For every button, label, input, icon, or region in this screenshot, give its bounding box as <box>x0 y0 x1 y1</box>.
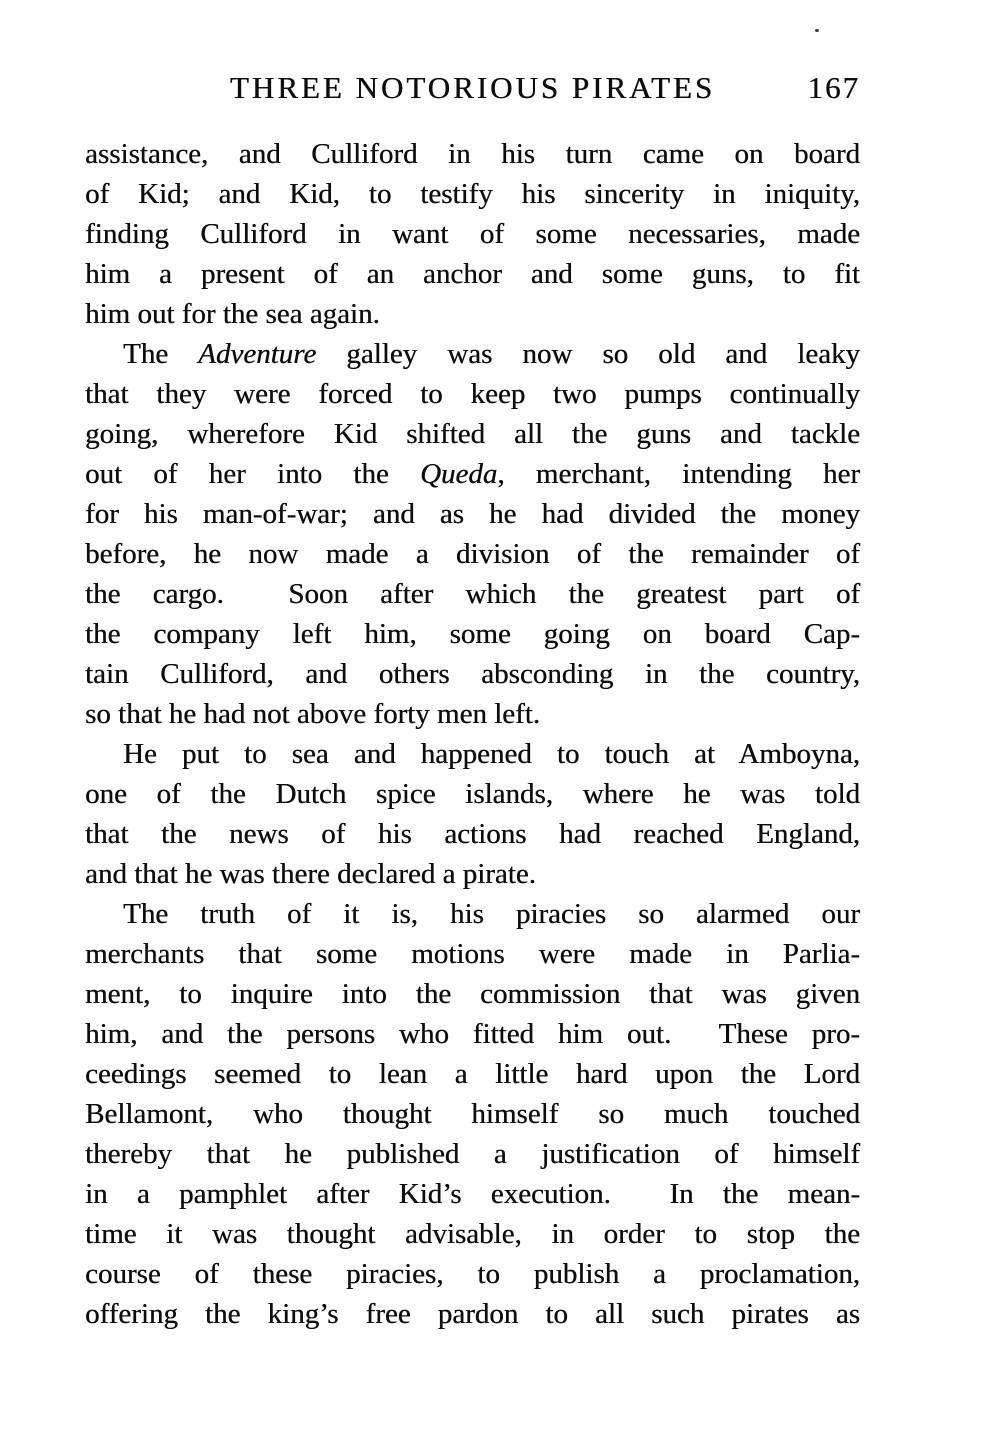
text-line <box>85 494 860 534</box>
text-segment: Bellamont, who thought himself so much touched <box>85 1098 860 1130</box>
text-segment: one of the Dutch spice islands, where he was told <box>85 778 860 810</box>
body-text <box>85 134 860 1334</box>
text-line <box>85 814 860 854</box>
page-title: THREE NOTORIOUS PIRATES <box>229 70 716 105</box>
text-line <box>85 1014 860 1054</box>
text-segment: of Kid; and Kid, to testify his sincerity in iniquity, <box>85 178 860 210</box>
text-line <box>85 174 860 214</box>
paragraph <box>85 894 860 1334</box>
text-line <box>85 454 860 494</box>
text-line <box>85 614 860 654</box>
text-segment: out of her into the <box>85 458 420 490</box>
text-segment: going, wherefore Kid shifted all the guns and tackle <box>85 418 860 450</box>
text-line <box>85 414 860 454</box>
text-segment: merchants that some motions were made in Parlia- <box>85 938 860 970</box>
text-segment: that they were forced to keep two pumps continually <box>85 378 860 410</box>
text-segment: He put to sea and happened to touch at Amboyna, <box>123 738 860 770</box>
text-segment: the cargo. Soon after which the greatest part of <box>85 578 860 610</box>
text-line <box>85 254 860 294</box>
text-segment: thereby that he published a justification of himself <box>85 1138 860 1170</box>
text-segment: in a pamphlet after Kid’s execution. In the mean- <box>85 1178 860 1210</box>
text-line <box>85 694 860 734</box>
text-line <box>85 214 860 254</box>
text-segment: galley was now so old and leaky <box>316 338 860 370</box>
text-segment: the company left him, some going on board Cap- <box>85 618 860 650</box>
text-line <box>85 974 860 1014</box>
text-line <box>85 1174 860 1214</box>
text-line <box>85 574 860 614</box>
text-segment: for his man-of-war; and as he had divided the money <box>85 498 860 530</box>
text-line <box>85 774 860 814</box>
text-line <box>85 654 860 694</box>
text-line <box>85 1214 860 1254</box>
text-line <box>85 1054 860 1094</box>
ink-speck <box>815 29 819 32</box>
text-segment: tain Culliford, and others absconding in the country, <box>85 658 860 690</box>
text-line <box>85 854 860 894</box>
text-line <box>85 1294 860 1334</box>
text-line <box>85 374 860 414</box>
text-segment: him, and the persons who fitted him out. These pro- <box>85 1018 860 1050</box>
text-line <box>85 934 860 974</box>
text-segment: course of these piracies, to publish a proclamation, <box>85 1258 860 1290</box>
paragraph <box>85 134 860 334</box>
text-segment: ceedings seemed to lean a little hard upon the Lord <box>85 1058 860 1090</box>
text-segment: ment, to inquire into the commission that was given <box>85 978 860 1010</box>
text-line <box>85 134 860 174</box>
text-line <box>85 894 860 934</box>
text-segment: The truth of it is, his piracies so alarmed our <box>123 898 860 930</box>
text-line <box>85 1094 860 1134</box>
page-number: 167 <box>807 70 860 105</box>
text-segment: before, he now made a division of the remainder of <box>85 538 860 570</box>
text-line <box>85 294 860 334</box>
text-segment: finding Culliford in want of some necessaries, made <box>85 218 860 250</box>
text-segment: him out for the sea again. <box>85 298 380 330</box>
paragraph <box>85 734 860 894</box>
text-line <box>85 1254 860 1294</box>
text-segment: him a present of an anchor and some guns, to fit <box>85 258 860 290</box>
running-head <box>85 70 860 110</box>
text-segment: so that he had not above forty men left. <box>85 698 541 730</box>
text-segment: and that he was there declared a pirate. <box>85 858 536 890</box>
text-segment: The <box>123 338 199 370</box>
text-segment: , merchant, intending her <box>497 458 860 490</box>
paragraph <box>85 334 860 734</box>
text-segment: that the news of his actions had reached England, <box>85 818 860 850</box>
text-line <box>85 1134 860 1174</box>
text-segment: assistance, and Culliford in his turn came on board <box>85 138 860 170</box>
italic-text: Queda <box>419 458 498 490</box>
text-line <box>85 534 860 574</box>
text-segment: offering the king’s free pardon to all such pirates as <box>85 1298 860 1330</box>
text-line <box>85 334 860 374</box>
italic-text: Adventure <box>198 338 317 370</box>
text-line <box>85 734 860 774</box>
text-segment: time it was thought advisable, in order to stop the <box>85 1218 860 1250</box>
